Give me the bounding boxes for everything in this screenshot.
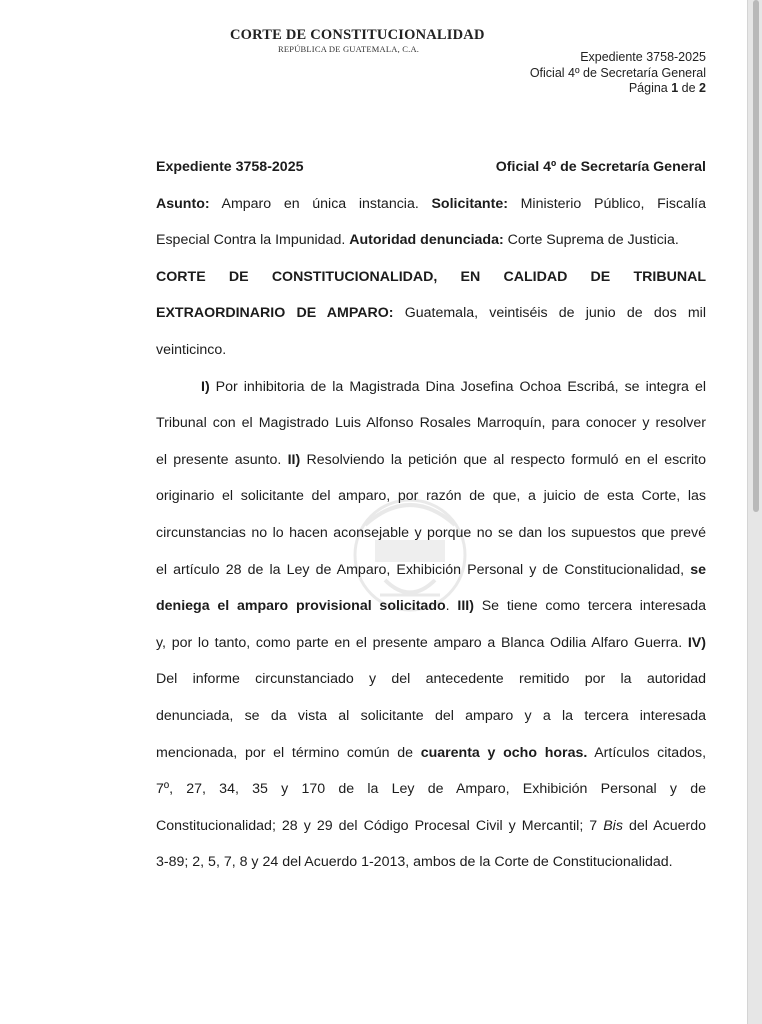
text-span: Se tiene como tercera interesada <box>473 598 707 615</box>
page-prefix: Página <box>628 81 672 96</box>
body-expediente: Expediente 3758-2025 <box>156 159 304 175</box>
text-line: originario el solicitante del amparo, por razón de que, a juicio de esta Corte, las <box>156 488 706 505</box>
text-span: Especial Contra la Impunidad. <box>156 232 350 249</box>
scrollbar-track[interactable] <box>747 0 762 1024</box>
text-span: Constitucionalidad; 28 y 29 del Código Procesal Civil y Mercantil; 7 <box>156 817 604 834</box>
text-line: Tribunal con el Magistrado Luis Alfonso Rosales Marroquín, para conocer y resolver <box>156 415 706 432</box>
document-header-info <box>530 50 706 97</box>
text-line <box>156 625 706 662</box>
page-separator: de <box>678 81 700 96</box>
text-line: denunciada, se da vista al solicitante del amparo y a la tercera interesada <box>156 707 706 724</box>
text-span: . <box>445 598 458 615</box>
court-name: CORTE DE CONSTITUCIONALIDAD <box>230 27 485 43</box>
text-span: Corte Suprema de Justicia. <box>503 232 679 249</box>
text-line <box>156 588 706 625</box>
text-line <box>156 369 706 406</box>
court-country: REPÚBLICA DE GUATEMALA, C.A. <box>278 44 420 54</box>
text-span: y, por lo tanto, como parte en el presente amparo a Blanca Odilia Alfaro Guerra. <box>156 634 688 651</box>
corte-heading: CORTE DE CONSTITUCIONALIDAD, EN CALIDAD DE TRIBUNAL <box>156 268 706 285</box>
text-line <box>156 735 706 772</box>
text-line <box>156 442 706 479</box>
solicitante-label: Solicitante: <box>431 195 508 212</box>
text-span: veinticinco. <box>156 341 227 358</box>
text-line: circunstancias no lo hacen aconsejable y porque no se dan los supuestos que prevé <box>156 524 706 541</box>
paragraph-marker: II) <box>287 451 301 468</box>
term-text: cuarenta y ocho horas. <box>420 744 588 761</box>
text-line <box>156 552 706 589</box>
paragraph-marker: I) <box>201 378 210 395</box>
text-line <box>156 295 706 332</box>
page-total: 2 <box>699 81 706 96</box>
autoridad-label: Autoridad denunciada: <box>349 232 504 249</box>
asunto-label: Asunto: <box>156 195 210 212</box>
body-oficial: Oficial 4º de Secretaría General <box>495 159 706 175</box>
text-line: Del informe circunstanciado y del antecedente remitido por la autoridad <box>156 671 706 688</box>
header-oficial: Oficial 4º de Secretaría General <box>529 65 706 80</box>
text-span: el presente asunto. <box>156 451 288 468</box>
text-span: mencionada, por el término común de <box>156 744 421 761</box>
ruling-text: deniega el amparo provisional solicitado <box>156 598 446 615</box>
text-line <box>156 259 706 296</box>
text-line <box>156 186 706 223</box>
page-current: 1 <box>671 81 679 96</box>
text-span: Ministerio Público, Fiscalía <box>507 195 706 212</box>
italic-span: Bis <box>603 817 623 834</box>
bold-span: se <box>690 561 706 578</box>
text-line <box>156 222 706 259</box>
text-span: Resolviendo la petición que al respecto formuló en el escrito <box>300 451 706 468</box>
paragraph-marker: IV) <box>687 634 706 651</box>
text-line: 3-89; 2, 5, 7, 8 y 24 del Acuerdo 1-2013, ambos de la Corte de Constitucionalidad. <box>156 854 673 871</box>
paragraph-marker: III) <box>457 598 474 615</box>
text-line <box>156 808 706 845</box>
text-span: el artículo 28 de la Ley de Amparo, Exhibición Personal y de Constitucionalidad, <box>156 561 691 578</box>
text-line <box>156 332 706 369</box>
text-span: del Acuerdo <box>622 817 706 834</box>
text-span: Amparo en única instancia. <box>209 195 432 212</box>
text-span: Por inhibitoria de la Magistrada Dina Josefina Ochoa Escribá, se integra el <box>209 378 706 395</box>
text-line: 7º, 27, 34, 35 y 170 de la Ley de Amparo, Exhibición Personal y de <box>156 781 706 798</box>
header-page-number <box>530 81 706 97</box>
text-span: Artículos citados, <box>587 744 707 761</box>
scrollbar-thumb[interactable] <box>753 0 759 512</box>
tribunal-heading: EXTRAORDINARIO DE AMPARO: <box>156 305 394 322</box>
text-span: Guatemala, veintiséis de junio de dos mil <box>393 305 706 322</box>
resolution-body <box>156 149 706 881</box>
body-expediente-line <box>156 149 706 186</box>
header-expediente: Expediente 3758-2025 <box>580 50 706 64</box>
